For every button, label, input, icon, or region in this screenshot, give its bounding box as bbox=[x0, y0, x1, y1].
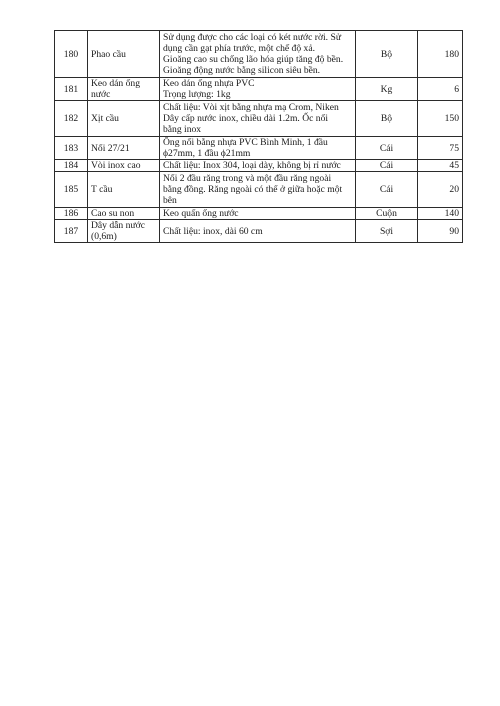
row-number: 182 bbox=[55, 101, 88, 137]
item-name-line: Phao cầu bbox=[91, 48, 126, 60]
item-unit: Cuộn bbox=[356, 208, 418, 220]
table-row bbox=[55, 220, 463, 243]
item-quantity: 6 bbox=[418, 78, 463, 101]
table-row bbox=[55, 160, 463, 172]
item-name-line: Dây dẫn nước bbox=[91, 220, 145, 231]
item-quantity: 140 bbox=[418, 208, 463, 220]
item-unit: Sợi bbox=[356, 220, 418, 243]
item-specification-line: Chất liệu: inox, dài 60 cm bbox=[163, 225, 263, 237]
item-name bbox=[88, 137, 160, 160]
item-quantity: 180 bbox=[418, 31, 463, 78]
item-name bbox=[88, 31, 160, 78]
item-name bbox=[88, 160, 160, 172]
item-name-line: Keo dán ống bbox=[91, 78, 141, 89]
item-specification-line: Trọng lượng: 1kg bbox=[163, 89, 231, 100]
item-unit: Cái bbox=[356, 172, 418, 208]
item-quantity: 20 bbox=[418, 172, 463, 208]
item-quantity: 45 bbox=[418, 160, 463, 172]
item-quantity: 150 bbox=[418, 101, 463, 137]
item-unit: Bộ bbox=[356, 31, 418, 78]
table-row bbox=[55, 208, 463, 220]
table-row bbox=[55, 101, 463, 137]
item-specification-line: Keo dán ống nhựa PVC bbox=[163, 78, 255, 89]
item-specification-line: ϕ27mm, 1 đầu ϕ21mm bbox=[163, 148, 251, 159]
row-number: 180 bbox=[55, 31, 88, 78]
item-specification-line: bên bbox=[163, 195, 177, 206]
item-unit: Kg bbox=[356, 78, 418, 101]
row-number: 181 bbox=[55, 78, 88, 101]
item-name-line: T cầu bbox=[91, 184, 113, 195]
item-specification bbox=[160, 31, 356, 78]
row-number: 187 bbox=[55, 220, 88, 243]
item-name bbox=[88, 172, 160, 208]
item-specification-line: Ống nối bằng nhựa PVC Bình Minh, 1 đầu bbox=[163, 137, 328, 148]
item-specification bbox=[160, 101, 356, 137]
item-specification bbox=[160, 78, 356, 101]
table-row bbox=[55, 78, 463, 101]
item-name bbox=[88, 208, 160, 220]
item-specification bbox=[160, 137, 356, 160]
item-name-line: Vòi inox cao bbox=[91, 160, 141, 171]
item-specification bbox=[160, 160, 356, 172]
item-specification-line: Sử dụng được cho các loại có két nước rời. Sử bbox=[163, 32, 342, 43]
item-specification-line: Dây cấp nước inox, chiều dài 1.2m. Ốc nối bbox=[163, 113, 329, 124]
item-unit: Cái bbox=[356, 137, 418, 160]
item-quantity: 90 bbox=[418, 220, 463, 243]
table-row bbox=[55, 172, 463, 208]
item-name-line: nước bbox=[91, 89, 111, 100]
item-specification bbox=[160, 172, 356, 208]
item-specification-line: dụng cần gạt phía trước, một chế độ xả. bbox=[163, 43, 316, 54]
item-specification-line: Chất liệu: Vòi xịt bằng nhựa mạ Crom, Niken bbox=[163, 102, 339, 113]
table-body bbox=[55, 31, 463, 243]
item-specification-line: bằng đồng. Răng ngoài có thể ở giữa hoặc một bbox=[163, 184, 343, 195]
item-specification bbox=[160, 220, 356, 243]
item-name-line: (0,6m) bbox=[91, 231, 117, 242]
row-number: 184 bbox=[55, 160, 88, 172]
item-name-line: Cao su non bbox=[91, 208, 135, 219]
item-name bbox=[88, 101, 160, 137]
materials-table bbox=[54, 30, 463, 243]
item-specification-line: Gioăng cao su chống lão hóa giúp tăng độ bền. bbox=[163, 54, 344, 65]
item-quantity: 75 bbox=[418, 137, 463, 160]
item-specification-line: Chất liệu: Inox 304, loại dày, không bị rỉ nước bbox=[163, 160, 341, 171]
row-number: 186 bbox=[55, 208, 88, 220]
table-row bbox=[55, 137, 463, 160]
item-name bbox=[88, 220, 160, 243]
item-unit: Cái bbox=[356, 160, 418, 172]
item-specification-line: bằng inox bbox=[163, 124, 202, 135]
item-specification-line: Keo quấn ống nước bbox=[163, 208, 239, 219]
item-name-line: Nối 27/21 bbox=[91, 142, 130, 154]
row-number: 185 bbox=[55, 172, 88, 208]
item-name bbox=[88, 78, 160, 101]
item-specification bbox=[160, 208, 356, 220]
row-number: 183 bbox=[55, 137, 88, 160]
item-name-line: Xịt cầu bbox=[91, 113, 119, 124]
item-specification-line: Gioăng động nước bằng silicon siêu bền. bbox=[163, 65, 321, 76]
table-row bbox=[55, 31, 463, 78]
item-unit: Bộ bbox=[356, 101, 418, 137]
item-specification-line: Nối 2 đầu răng trong và một đầu răng ngoài bbox=[163, 173, 332, 184]
